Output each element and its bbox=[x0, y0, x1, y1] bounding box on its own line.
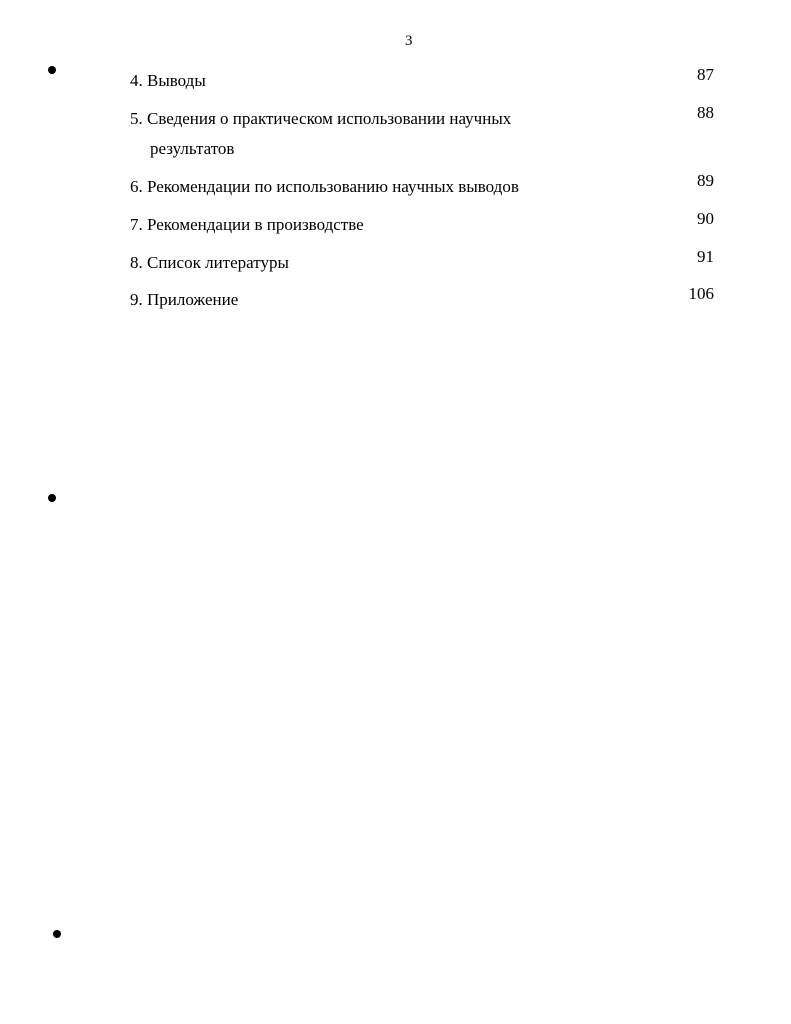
toc-entry-bibliography bbox=[130, 248, 714, 278]
punch-hole-mark bbox=[48, 66, 56, 74]
toc-entry-title-continued: результатов bbox=[150, 139, 235, 158]
toc-entry-page: 88 bbox=[697, 103, 714, 122]
toc-entry-page: 91 bbox=[697, 247, 714, 266]
toc-entry-appendix bbox=[130, 285, 714, 315]
toc-entry-recommendations-production bbox=[130, 210, 714, 240]
toc-entry-title: 8. Список литературы bbox=[130, 253, 289, 272]
toc-entry-title: 7. Рекомендации в производстве bbox=[130, 215, 364, 234]
punch-hole-mark bbox=[53, 930, 61, 938]
toc-entry-page: 87 bbox=[697, 65, 714, 84]
toc-entry-page: 90 bbox=[697, 209, 714, 228]
toc-entry-practical-use bbox=[130, 104, 714, 164]
toc-entry-title: 5. Сведения о практическом использовании научных bbox=[130, 109, 512, 128]
page-number: 3 bbox=[405, 33, 413, 49]
toc-entry-title: 4. Выводы bbox=[130, 71, 206, 90]
toc-entry-conclusions bbox=[130, 66, 714, 96]
toc-entry-page: 106 bbox=[688, 284, 714, 303]
toc-entry-title: 6. Рекомендации по использованию научных выводов bbox=[130, 177, 519, 196]
toc-entry-page: 89 bbox=[697, 171, 714, 190]
toc-entry-recommendations-use bbox=[130, 172, 714, 202]
punch-hole-mark bbox=[48, 494, 56, 502]
toc-entry-title: 9. Приложение bbox=[130, 290, 239, 309]
